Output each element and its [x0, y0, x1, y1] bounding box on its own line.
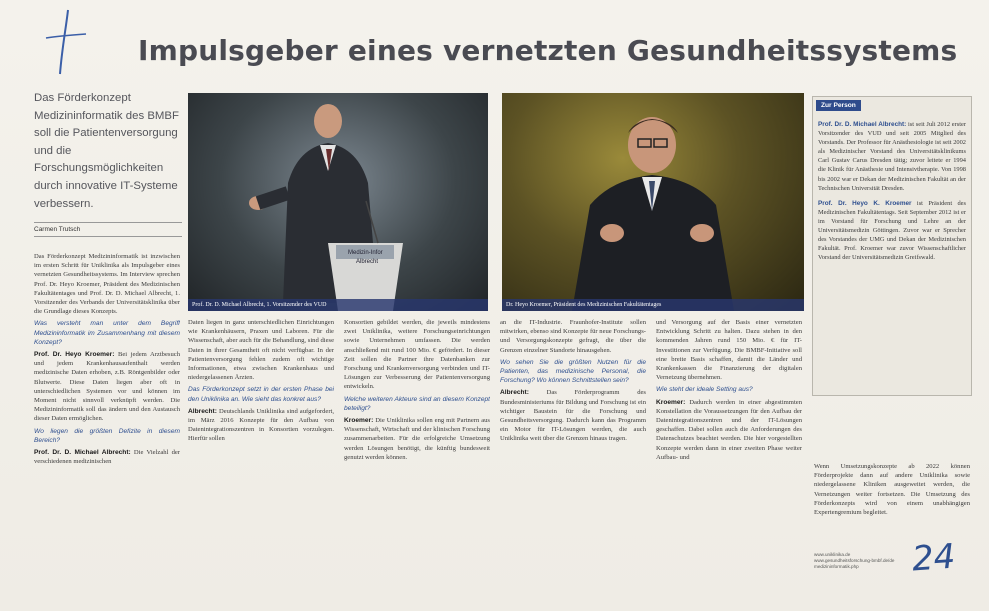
question: Wie steht der ideale Setting aus? [656, 386, 753, 394]
question: Wo liegen die größten Defizite in diesem Bereich? [34, 427, 180, 444]
podium-name: Albrecht [356, 259, 379, 265]
author-line: Carmen Trutsch [34, 226, 81, 233]
photo-kroemer [502, 93, 804, 311]
article-column-6: Wenn Umsetzungskonzepte ab 2022 können Förderprojekte dann auf andere Uniklinika sowie niedergelassene Kliniken ausgeweitet werden, die Vernetzungen weiter fortsetzen. Die Umsetzung des Förderkonzepts wird von einem unabhängigen Expertengremium begleitet. [814, 463, 970, 517]
bio-text: ist Präsident des Medizinischen Fakultätentags. Seit September 2012 ist er im Vorstand für Forschung und Lehre an der Universitätsmedizin Göttingen. Zuvor war er Sprecher des Vorstandes der UMG und Dekan der Medizinischen Fakultät. Prof. Kroemer war zuvor Wissenschaftlicher Vorstand der Universitätsmedizin Greifswald. [818, 199, 966, 262]
link-item[interactable]: www.uniklinika.de [814, 552, 851, 557]
answer-text: Die Uniklinika sollen eng mit Partnern aus Wissenschaft, Wirtschaft und der klinischen Forschung zusammenarbeiten. Für die erfolgreiche Umsetzung werden Lösungen benötigt, die künftig bundesweit genutzt werden können. [344, 417, 490, 461]
article-column-4 [500, 318, 646, 606]
link-item[interactable]: www.gesundheitsforschung-bmbf.de/de [814, 558, 895, 563]
photo-caption: Prof. Dr. D. Michael Albrecht, 1. Vorsitzender des VUD [188, 299, 488, 311]
answer-text: Das Förderprogramm des Bundesministeriums für Bildung und Forschung ist ein wichtiger Baustein für die Forschung und Gesundheitsversorgung. Dadurch kann das Programm ein Motor für IT-Lösungen werden, die auch Uniklinika weit über die Grenzen hinaus tragen. [500, 389, 646, 443]
article-column-5 [656, 318, 802, 606]
article-column-3 [344, 318, 490, 606]
speaker-illustration [502, 93, 804, 311]
bio-text: ist seit Juli 2012 erster Vorsitzender des VUD und seit 2005 Mitglied des Vorstands. Der Professor für Anästhesiologie ist seit 2002 als Medizinischer Vorstand des Universitätsklinikums Carl Gustav Carus Dresden tätig; zuvor leitete er 1994 die Klinik für Anästhesie und Intensivtherapie. Von 1998 bis 2002 war er Dekan der Medizinischen Fakultät an der Technischen Universität Dresden. [818, 121, 966, 192]
speaker-name: Prof. Dr. Heyo Kroemer: [34, 351, 115, 359]
page-number: 24 [910, 536, 957, 580]
photo-caption: Dr. Heyo Kroemer, Präsident des Medizinischen Fakultätentages [502, 299, 804, 311]
speaker-name: Prof. Dr. D. Michael Albrecht: [34, 449, 131, 457]
question: Was versteht man unter dem Begriff Medizininformatik im Zusammenhang mit diesem Konzept? [34, 320, 180, 346]
speaker-illustration [188, 93, 488, 311]
intro-text: Das Förderkonzept Medizininformatik ist inzwischen im ersten Schritt für Uniklinika als Impulsgeber eines vernetzten Gesundheitssystems. Im Interview sprechen Prof. Dr. Heyo Kroemer, Präsident des Medizinischen Fakultätentages und Prof. Dr. D. Michael Albrecht, 1. Vorsitzender des Verbands der Universitätsklinika über die Grundlage dieses Konzepts. [34, 253, 180, 316]
body-text: Konsortien gebildet werden, die jeweils mindestens zwei Uniklinika, weitere Forschungseinrichtungen sowie Unternehmen umfassen. Die werden anschließend mit rund 100 Mio. € gefördert. In dieser Zeit sollen die Partner ihre Datenbanken zur Forschung und Krankenversorgung verbinden und IT-Lösungen zur Verbesserung der Patientenversorgung entwickeln. [344, 319, 490, 391]
answer-text: Deutschlands Uniklinika sind aufgefordert, im März 2016 Konzepte für den Aufbau von Datenintegrationszentren in Konsortien vorzulegen. Hierfür sollen [188, 407, 334, 443]
body-text: Daten liegen in ganz unterschiedlichen Einrichtungen wie Krankenhäusern, Praxen und Laboren. Für die Wissenschaft, aber auch für die Behandlung, sind diese Daten in ihrer Gesamtheit oft nicht verfügbar. In der Patientenversorgung fehlen zudem oft wichtige Informationen, etwa zwischen Krankenhaus und niedergelassenen Ärzten. [188, 319, 334, 382]
answer-text: Dadurch werden in einer abgestimmten Konstellation die Voraussetzungen für den Aufbau der Datenintegrationszentren und der IT-Lösungen geschaffen. Dabei sollen auch die Anforderungen des Datenschutzes beachtet werden. Die hier vorgestellten Konzepte werden dann in einer zweiten Phase weiter Aufbau- und [656, 398, 802, 461]
link-item[interactable]: medizininformatik.php [814, 564, 859, 569]
body-text: und Versorgung auf der Basis einer vernetzten Entwicklung Schritt zu halten. Dazu stehen in den kommenden Jahren rund 150 Mio. € für IT-Investitionen zur Verfügung. Die BMBF-Initiative soll eine breite Basis schaffen, damit die Länder und Krankenkassen die Finanzierung der digitalen Vernetzung übernehmen. [656, 319, 802, 382]
question: Welche weiteren Akteure sind an diesem Konzept beteiligt? [344, 395, 490, 412]
speaker-name: Kroemer: [656, 398, 686, 406]
podium-label: Medizin-Infor [348, 250, 383, 256]
divider [34, 236, 182, 237]
speaker-name: Kroemer: [344, 417, 374, 425]
body-text: an die IT-Industrie. Fraunhofer-Institute sollen mitwirken, ebenso sind Konzepte für neue Forschungs- und Versorgungskonzepte gefragt, die über die Grenzen einzelner Standorte hinausgehen. [500, 319, 646, 354]
page-headline: Impulsgeber eines vernetzten Gesundheitssystems [138, 34, 958, 67]
answer-text: Bei jedem Arztbesuch und jedem Krankenhausaufenthalt werden medizinische Daten erhoben, z.B. Röntgenbilder oder Blutwerte. Diese Daten liegen aber oft in unterschiedlichen Systemen vor und können im Moment nicht sinnvoll verknüpft werden. Die Medizininformatik soll das ändern und den Austausch dieser Daten ermöglichen. [34, 351, 180, 423]
info-box-title: Zur Person [816, 100, 861, 111]
photo-albrecht [188, 93, 488, 311]
article-column-1 [34, 252, 180, 606]
divider [34, 222, 182, 223]
info-box-text [818, 120, 966, 268]
handwritten-mark-icon [40, 8, 90, 78]
speaker-name: Albrecht: [500, 389, 529, 397]
link-list [814, 552, 894, 570]
article-column-2 [188, 318, 334, 606]
lead-paragraph: Das Förderkonzept Medizininformatik des BMBF soll die Patientenversorgung und die Forschungsmöglichkeiten durch innovative IT-Systeme verbessern. [34, 92, 179, 210]
question: Das Förderkonzept setzt in der ersten Phase bei den Uniklinika an. Wie sieht das konkret aus? [188, 386, 334, 403]
answer-text: Die Vielzahl der verschiedenen medizinischen [34, 449, 180, 466]
question: Wo sehen Sie die größten Nutzen für die Patienten, das medizinische Personal, die Forschung? Wo können Schnittstellen sein? [500, 358, 646, 385]
bio-name: Prof. Dr. Heyo K. Kroemer [818, 199, 912, 207]
bio-name: Prof. Dr. D. Michael Albrecht: [818, 121, 907, 128]
speaker-name: Albrecht: [188, 407, 217, 415]
